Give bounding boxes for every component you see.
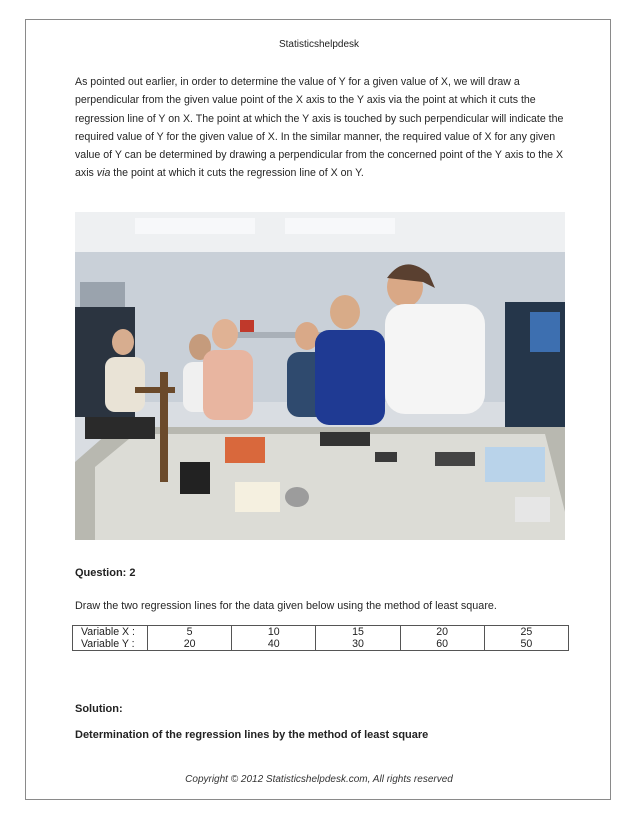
page-footer: Copyright © 2012 Statisticshelpdesk.com, All rights reserved [185, 774, 453, 785]
table-cell: 40 [232, 638, 316, 651]
intro-text-end: the point at which it cuts the regression line of X on Y. [110, 167, 364, 180]
table-cell: 60 [400, 638, 484, 651]
table-row [73, 638, 569, 651]
lab-photo [75, 212, 565, 540]
solution-title: Solution: [75, 703, 123, 715]
row-label: Variable X : [73, 626, 148, 639]
solution-subtitle: Determination of the regression lines by the method of least square [75, 729, 429, 741]
intro-paragraph [75, 73, 567, 183]
intro-text-start: As pointed out earlier, in order to determine the value of Y for a given value of X, we will draw a perpendicular from the given value point of the X axis to the Y axis via the point at which it cuts the regression line of Y on X. The point at which the Y axis is touched by such perpendicular will indicate the required value of Y for the given value of X. In the similar manner, the required value of X for any given value of Y can be determined by drawing a perpendicular from the concerned point of the Y axis to the X axis [75, 76, 564, 180]
question-text: Draw the two regression lines for the data given below using the method of least square. [75, 600, 497, 612]
row-label: Variable Y : [73, 638, 148, 651]
page-header: Statisticshelpdesk [278, 39, 360, 50]
table-cell: 50 [484, 638, 568, 651]
table-cell: 10 [232, 626, 316, 639]
table-cell: 15 [316, 626, 400, 639]
question-title: Question: 2 [75, 567, 136, 579]
table-cell: 20 [148, 638, 232, 651]
table-cell: 25 [484, 626, 568, 639]
table-cell: 20 [400, 626, 484, 639]
table-row [73, 626, 569, 639]
table-cell: 30 [316, 638, 400, 651]
table-cell: 5 [148, 626, 232, 639]
intro-text-italic: via [96, 167, 111, 180]
data-table [72, 625, 569, 651]
